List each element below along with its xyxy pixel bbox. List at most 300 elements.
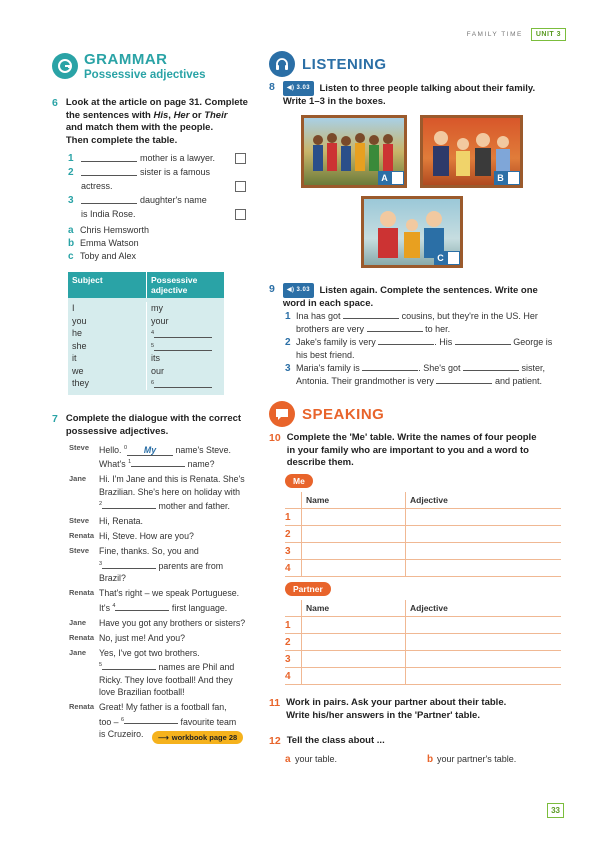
blank-line[interactable] xyxy=(378,337,434,345)
text-segment: Hi, Steve. How are you? xyxy=(99,531,194,542)
dialogue-line xyxy=(99,600,239,614)
ex6-item-cont xyxy=(68,207,248,221)
ex6-instr-line: Then complete the table. xyxy=(65,134,178,146)
item-number: 1 xyxy=(68,152,74,164)
item-number: 2 xyxy=(68,166,74,178)
speaker-name: Renata xyxy=(69,632,95,642)
dialogue-turn xyxy=(69,617,259,630)
blank-number: 6 xyxy=(151,380,155,386)
me-label: Me xyxy=(285,474,313,488)
ex7-instr-line: Complete the dialogue with the correct xyxy=(65,413,242,424)
photo-c-tag xyxy=(434,251,460,265)
page-number: 33 xyxy=(547,803,564,818)
blank-number: 6 xyxy=(121,716,125,723)
ex6-item xyxy=(68,193,248,207)
ex10-instr-line: Complete the 'Me' table. Write the names of four people xyxy=(286,432,537,443)
exercise-10 xyxy=(269,432,536,470)
adjective-cell: my xyxy=(151,303,163,313)
dialogue-text xyxy=(99,442,231,471)
subject-cell: I xyxy=(72,303,75,313)
header-subject: Subject xyxy=(72,275,103,285)
grammar-title: GRAMMAR xyxy=(84,51,168,68)
dialogue-turn xyxy=(69,442,259,471)
text-segment: name? xyxy=(185,459,215,470)
ex8-instruction xyxy=(283,81,535,108)
ex11-instr-line: Write his/her answers in the 'Partner' table. xyxy=(286,709,480,721)
workbook-pill[interactable] xyxy=(152,731,243,744)
text-segment: Hi. I'm Jane and this is Renata. She's xyxy=(99,474,245,485)
dialogue-line xyxy=(99,572,223,585)
subject-cell: they xyxy=(72,378,90,388)
exercise-9 xyxy=(269,283,538,310)
ex9-items xyxy=(285,310,555,388)
text-segment: favourite team xyxy=(178,716,237,727)
table-row xyxy=(285,668,561,685)
ex9-item xyxy=(285,310,555,323)
adjective-cell[interactable] xyxy=(151,377,224,390)
blank-line[interactable] xyxy=(115,603,169,611)
item-number: 2 xyxy=(285,337,291,348)
track-number: 3.03 xyxy=(296,85,311,91)
text-segment: No, just me! And you? xyxy=(99,632,186,643)
instr-text: Listen again. Complete the sentences. Write one xyxy=(319,284,538,296)
item-text: Maria's family is xyxy=(296,363,360,373)
header-line: adjective xyxy=(151,285,188,295)
audio-track-button[interactable] xyxy=(283,283,314,298)
blank-line[interactable] xyxy=(436,376,492,384)
ex8-instr-line: Write 1–3 in the boxes. xyxy=(282,95,386,107)
name-cell[interactable] xyxy=(301,560,405,576)
dialogue-line xyxy=(99,515,143,528)
text-segment: That's right – we speak Portuguese. xyxy=(99,588,240,599)
adjective-cell[interactable] xyxy=(405,543,561,559)
item-number: 3 xyxy=(68,194,74,206)
option-text: your partner's table. xyxy=(437,753,517,764)
row-number: 1 xyxy=(285,619,291,631)
photo-b-tag xyxy=(494,171,520,185)
ex9-instr-line xyxy=(283,283,538,298)
answer-box[interactable] xyxy=(391,171,404,185)
text-segment: Have you got any brothers or sisters? xyxy=(99,617,246,628)
item-text: his best friend. xyxy=(296,350,355,360)
speaker-name: Renata xyxy=(69,702,95,712)
dialogue-line xyxy=(99,659,234,673)
text-segment: Hello. xyxy=(99,444,124,455)
dialogue-line xyxy=(99,486,245,499)
dialogue-text xyxy=(99,515,143,528)
dialogue-line xyxy=(99,545,223,558)
speaker-name: Jane xyxy=(69,474,87,484)
blank-line[interactable] xyxy=(81,168,137,176)
speaker-name: Jane xyxy=(69,617,87,627)
person-name: Toby and Alex xyxy=(80,251,137,261)
text-segment: is Cruzeiro. xyxy=(99,728,144,739)
person-letter: c xyxy=(68,251,74,262)
name-cell[interactable] xyxy=(301,634,405,650)
ex6-item xyxy=(68,151,248,165)
ex8-number: 8 xyxy=(269,81,275,93)
dialogue-line xyxy=(99,701,236,714)
partner-table xyxy=(285,600,561,685)
blank-number: 2 xyxy=(99,501,103,508)
text-segment: parents are from xyxy=(156,560,224,571)
me-table xyxy=(285,492,561,577)
dialogue xyxy=(69,442,259,743)
ex6-items xyxy=(68,151,248,221)
option-letter: b xyxy=(427,753,434,765)
blank-number: 5 xyxy=(99,662,103,669)
blank-line[interactable] xyxy=(81,154,137,162)
dialogue-line xyxy=(99,498,245,512)
blank-line[interactable] xyxy=(154,380,212,388)
exercise-6 xyxy=(52,97,248,147)
blank-line[interactable] xyxy=(102,501,156,509)
match-box[interactable] xyxy=(235,181,246,192)
ex6-item xyxy=(68,165,248,179)
family-photo-c xyxy=(361,196,463,268)
adjective-cell[interactable] xyxy=(151,327,224,340)
adjective-cell[interactable] xyxy=(405,509,561,525)
subject-column xyxy=(68,302,146,390)
item-text: to her. xyxy=(425,324,451,334)
ex12-instruction: Tell the class about ... xyxy=(286,735,385,746)
dialogue-line xyxy=(99,456,231,470)
text-segment: names are Phil and xyxy=(156,662,235,673)
table-row xyxy=(285,543,561,560)
track-number: 3.03 xyxy=(296,287,311,293)
item-number: 3 xyxy=(285,363,291,374)
dialogue-line xyxy=(99,473,245,486)
name-cell[interactable] xyxy=(301,509,405,525)
blank-line[interactable] xyxy=(154,330,212,338)
exercise-12 xyxy=(269,735,516,766)
speaking-heading xyxy=(269,401,384,427)
adjective-cell[interactable] xyxy=(405,526,561,542)
possessive-table xyxy=(68,272,224,395)
audio-track-button[interactable] xyxy=(283,81,314,96)
answer-box[interactable] xyxy=(447,251,460,265)
match-box[interactable] xyxy=(235,153,246,164)
speech-bubble-icon xyxy=(269,401,295,427)
speaker-name: Steve xyxy=(69,516,90,526)
table-header-row xyxy=(285,600,561,617)
blank-number: 4 xyxy=(112,602,116,609)
item-text: sister is a famous xyxy=(140,166,211,177)
item-text: sister, xyxy=(521,363,546,373)
item-text: mother is a lawyer. xyxy=(140,152,216,163)
dialogue-turn xyxy=(69,647,259,699)
subject-cell: you xyxy=(72,315,87,326)
ex11-number: 11 xyxy=(269,697,281,709)
photo-letter: C xyxy=(434,251,447,265)
ex7-number: 7 xyxy=(52,413,58,425)
item-number: 1 xyxy=(285,311,291,322)
item-text: cousins, but they're in the US. Her xyxy=(401,311,538,321)
row-number: 2 xyxy=(285,636,291,648)
blank-line[interactable] xyxy=(362,363,418,371)
name-cell[interactable] xyxy=(301,617,405,633)
grammar-subtitle: Possessive adjectives xyxy=(84,69,206,81)
ex10-number: 10 xyxy=(269,432,281,444)
dialogue-text xyxy=(99,617,245,630)
ex12-number: 12 xyxy=(269,735,281,747)
text-segment: It's xyxy=(99,602,113,613)
subject-cell: he xyxy=(72,328,83,338)
name-cell[interactable] xyxy=(301,543,405,559)
blank-line[interactable] xyxy=(131,459,185,467)
grammar-heading xyxy=(52,51,205,81)
blank-line[interactable] xyxy=(367,324,423,332)
page-header xyxy=(467,28,566,41)
text-segment: Yes, I've got two brothers. xyxy=(99,647,200,658)
headphones-icon xyxy=(269,51,295,77)
dialogue-line xyxy=(99,632,185,645)
text-segment: first language. xyxy=(169,602,228,613)
dialogue-line xyxy=(99,442,231,456)
ex6-people xyxy=(68,224,149,263)
person-name: Emma Watson xyxy=(80,238,139,248)
instr-text: Listen to three people talking about their family. xyxy=(319,82,536,94)
unit-badge: UNIT 3 xyxy=(531,28,566,41)
table-row xyxy=(285,651,561,668)
header-possessive xyxy=(146,272,224,298)
table-body xyxy=(68,298,224,395)
text-segment: too – xyxy=(99,716,122,727)
exercise-8 xyxy=(269,81,535,108)
blank-number: 4 xyxy=(151,330,155,336)
ex12-option xyxy=(427,753,516,766)
ex9-instruction xyxy=(283,283,538,310)
row-number: 3 xyxy=(285,653,291,665)
person-item xyxy=(68,237,149,250)
table-row xyxy=(285,526,561,543)
speaker-icon: ◀) xyxy=(286,85,295,91)
text-segment: name's Steve. xyxy=(173,444,231,455)
dialogue-line xyxy=(99,686,234,699)
blank-number: 1 xyxy=(128,459,132,466)
name-header: Name xyxy=(301,600,405,616)
option-text: your table. xyxy=(295,753,338,764)
dialogue-line xyxy=(99,558,223,572)
adjective-cell[interactable] xyxy=(405,651,561,667)
ex7-instr-line: possessive adjectives. xyxy=(65,425,169,437)
person-name: Chris Hemsworth xyxy=(80,225,150,235)
ex10-instr-line: describe them. xyxy=(286,457,354,468)
subject-cell: she xyxy=(72,340,87,351)
text-segment: Brazil? xyxy=(99,573,126,584)
row-number: 2 xyxy=(285,528,291,540)
workbook-link[interactable] xyxy=(152,731,243,744)
name-header: Name xyxy=(301,492,405,508)
person-item xyxy=(68,250,149,263)
dialogue-turn xyxy=(69,587,259,614)
table-row xyxy=(285,634,561,651)
dialogue-text xyxy=(99,473,245,512)
dialogue-turn xyxy=(69,530,259,543)
table-row xyxy=(285,617,561,634)
item-text: Ina has got xyxy=(296,311,341,321)
dialogue-line xyxy=(99,647,234,660)
blank-number: 3 xyxy=(99,560,103,567)
option-letter: a xyxy=(285,753,291,765)
text-segment: Brazilian. She's here on holiday with xyxy=(99,486,241,497)
ex9-item-cont xyxy=(285,349,555,362)
listening-heading xyxy=(269,51,387,77)
blank-line[interactable] xyxy=(124,716,178,724)
ex9-item xyxy=(285,336,555,349)
adjective-cell[interactable] xyxy=(405,634,561,650)
text-segment: love Brazilian football! xyxy=(99,687,185,698)
speaking-title: SPEAKING xyxy=(302,405,385,423)
dialogue-line xyxy=(99,530,194,543)
adjective-cell[interactable] xyxy=(405,668,561,684)
ex9-item-cont xyxy=(285,323,555,336)
table-row xyxy=(285,509,561,526)
text-segment: Hi, Renata. xyxy=(99,516,144,527)
blank-line[interactable] xyxy=(81,196,137,204)
person-item xyxy=(68,224,149,237)
exercise-7 xyxy=(52,413,241,438)
blank-line[interactable]: My xyxy=(127,445,173,456)
ex10-instruction xyxy=(287,432,537,470)
text-segment: mother and father. xyxy=(156,501,230,512)
item-text: . She's got xyxy=(418,363,461,373)
blank-line[interactable] xyxy=(154,343,212,351)
dialogue-text xyxy=(99,530,194,543)
dialogue-text xyxy=(99,587,239,614)
adjective-header: Adjective xyxy=(405,600,561,616)
item-text: . His xyxy=(434,337,453,347)
item-text: and patient. xyxy=(494,376,542,386)
ex9-item-cont xyxy=(285,375,555,388)
exercise-11 xyxy=(269,697,506,722)
dialogue-line xyxy=(99,587,239,600)
ex11-instr-line: Work in pairs. Ask your partner about their table. xyxy=(286,697,507,708)
speaker-icon: ◀) xyxy=(286,287,295,293)
dialogue-turn xyxy=(69,515,259,528)
ex6-instr-line: Look at the article on page 31. Complete xyxy=(65,97,248,108)
header-line: Possessive xyxy=(151,275,198,285)
adjective-cell: its xyxy=(151,353,160,363)
workbook-label: workbook page 28 xyxy=(171,733,238,742)
partner-label: Partner xyxy=(285,582,331,596)
text-segment: Ricky. They love football! And they xyxy=(99,674,233,685)
table-header xyxy=(68,272,224,298)
text-segment: What's xyxy=(99,459,129,470)
person-letter: b xyxy=(68,238,75,249)
adjective-column xyxy=(146,302,224,390)
ex7-instruction xyxy=(66,413,241,438)
row-number: 4 xyxy=(285,562,291,574)
dialogue-text xyxy=(99,647,234,699)
ex9-instr-line: word in each space. xyxy=(282,297,374,309)
answer-box[interactable] xyxy=(507,171,520,185)
text-segment: Fine, thanks. So, you and xyxy=(99,546,199,557)
name-cell[interactable] xyxy=(301,651,405,667)
item-text: is India Rose. xyxy=(81,208,136,219)
adjective-cell[interactable] xyxy=(405,617,561,633)
dialogue-text xyxy=(99,545,223,584)
adjective-header: Adjective xyxy=(405,492,561,508)
speaker-name: Renata xyxy=(69,531,95,541)
dialogue-turn xyxy=(69,473,259,512)
ex9-number: 9 xyxy=(269,283,275,295)
photo-letter: A xyxy=(378,171,391,185)
family-photo-a xyxy=(301,115,407,188)
dialogue-text xyxy=(99,632,185,645)
item-text: Antonia. Their grandmother is very xyxy=(296,376,434,386)
adjective-cell: our xyxy=(151,365,165,376)
blank-number: 5 xyxy=(151,342,155,349)
speaker-name: Steve xyxy=(69,546,90,556)
blank-line[interactable] xyxy=(455,337,511,345)
family-photo-b xyxy=(420,115,523,188)
table-header-row xyxy=(285,492,561,509)
me-table-block xyxy=(285,474,561,577)
blank-line[interactable] xyxy=(463,363,519,371)
adjective-cell: your xyxy=(151,315,169,326)
ex11-instruction xyxy=(286,697,506,722)
item-text: brothers are very xyxy=(296,324,365,334)
dialogue-line xyxy=(99,674,234,687)
ex12-options xyxy=(269,753,516,766)
item-text: George is xyxy=(513,337,553,347)
ex6-instr-line: and match them with the people. xyxy=(65,122,214,133)
item-text: daughter's name xyxy=(140,194,207,205)
speaker-name: Renata xyxy=(69,588,95,598)
row-number: 1 xyxy=(285,511,291,523)
speaker-name: Steve xyxy=(69,443,90,452)
ex8-instr-line xyxy=(283,81,535,96)
row-number: 4 xyxy=(285,670,291,682)
photo-letter: B xyxy=(494,171,507,185)
match-box[interactable] xyxy=(235,209,246,220)
item-text: actress. xyxy=(81,180,113,191)
arrow-right-icon: ⟶ xyxy=(158,733,169,742)
person-letter: a xyxy=(68,225,74,236)
listening-title: LISTENING xyxy=(302,55,387,73)
blank-line[interactable] xyxy=(343,311,399,319)
grammar-icon xyxy=(52,53,78,79)
blank-line[interactable] xyxy=(102,662,156,670)
subject-cell: we xyxy=(72,365,84,376)
ex6-instruction xyxy=(66,97,248,147)
section-label: FAMILY TIME xyxy=(466,31,523,38)
ex6-instr-line: the sentences with His, Her or Their xyxy=(65,109,228,121)
ex6-item-cont xyxy=(68,179,248,193)
item-text: Jake's family is very xyxy=(296,337,376,347)
photo-a-tag xyxy=(378,171,404,185)
blank-line[interactable] xyxy=(102,561,156,569)
subject-cell: it xyxy=(72,353,77,363)
table-row xyxy=(285,560,561,577)
dialogue-line xyxy=(99,617,245,630)
ex6-number: 6 xyxy=(52,97,58,109)
name-cell[interactable] xyxy=(301,526,405,542)
ex12-option xyxy=(285,753,427,766)
speaker-name: Jane xyxy=(69,647,87,657)
ex9-item xyxy=(285,362,555,375)
dialogue-turn xyxy=(69,545,259,584)
name-cell[interactable] xyxy=(301,668,405,684)
adjective-cell[interactable] xyxy=(405,560,561,576)
blank-number: 0 xyxy=(123,445,127,451)
adjective-cell[interactable] xyxy=(151,340,224,353)
partner-table-block xyxy=(285,582,561,685)
dialogue-turn xyxy=(69,632,259,645)
row-number: 3 xyxy=(285,545,291,557)
ex10-instr-line: in your family who are important to you and a word to xyxy=(286,444,529,456)
